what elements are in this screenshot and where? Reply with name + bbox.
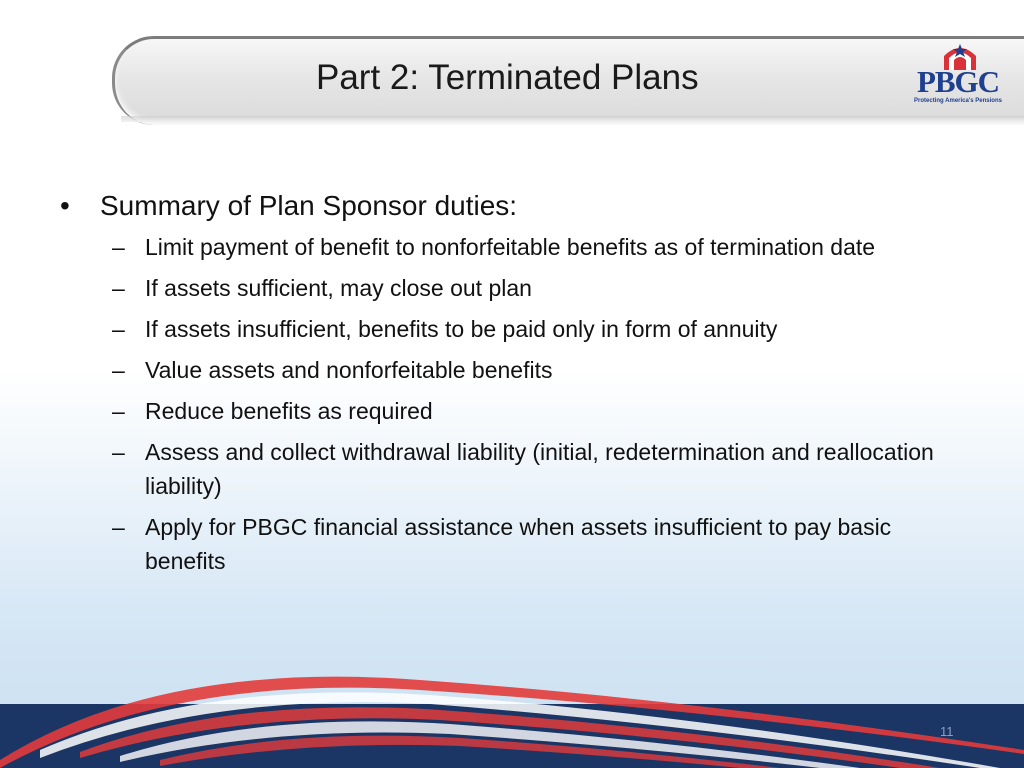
- list-item: [60, 394, 950, 428]
- dash-icon: –: [112, 234, 125, 260]
- logo-wordmark: PBGC: [916, 64, 1000, 99]
- dash-icon: –: [112, 275, 125, 301]
- duties-list: [60, 230, 960, 578]
- list-item: [60, 312, 950, 346]
- list-item-text: Reduce benefits as required: [145, 398, 433, 424]
- slide-content: [60, 186, 960, 585]
- pbgc-logo: [912, 42, 1008, 110]
- list-item: [60, 230, 950, 264]
- bullet-icon: •: [60, 190, 70, 221]
- heading-text: Summary of Plan Sponsor duties:: [100, 190, 518, 221]
- slide-title: Part 2: Terminated Plans: [316, 58, 699, 97]
- page-number: 11: [940, 724, 954, 739]
- dash-icon: –: [112, 357, 125, 383]
- list-item-text: Value assets and nonforfeitable benefits: [145, 357, 553, 383]
- list-item: [60, 353, 950, 387]
- dash-icon: –: [112, 316, 125, 342]
- dash-icon: –: [112, 439, 125, 465]
- list-item: [60, 510, 950, 578]
- list-item-text: If assets sufficient, may close out plan: [145, 275, 532, 301]
- list-item: [60, 435, 950, 503]
- dash-icon: –: [112, 398, 125, 424]
- list-item-text: If assets insufficient, benefits to be paid only in form of annuity: [145, 316, 778, 342]
- list-item-text: Assess and collect withdrawal liability (initial, redetermination and reallocation liability): [145, 439, 934, 499]
- dash-icon: –: [112, 514, 125, 540]
- list-item: [60, 271, 950, 305]
- logo-tagline: Protecting America's Pensions: [914, 98, 1002, 104]
- list-item-text: Apply for PBGC financial assistance when assets insufficient to pay basic benefits: [145, 514, 892, 574]
- list-item-text: Limit payment of benefit to nonforfeitable benefits as of termination date: [145, 234, 876, 260]
- bullet-heading: [60, 186, 960, 226]
- flag-swoosh-decoration: [0, 640, 1024, 768]
